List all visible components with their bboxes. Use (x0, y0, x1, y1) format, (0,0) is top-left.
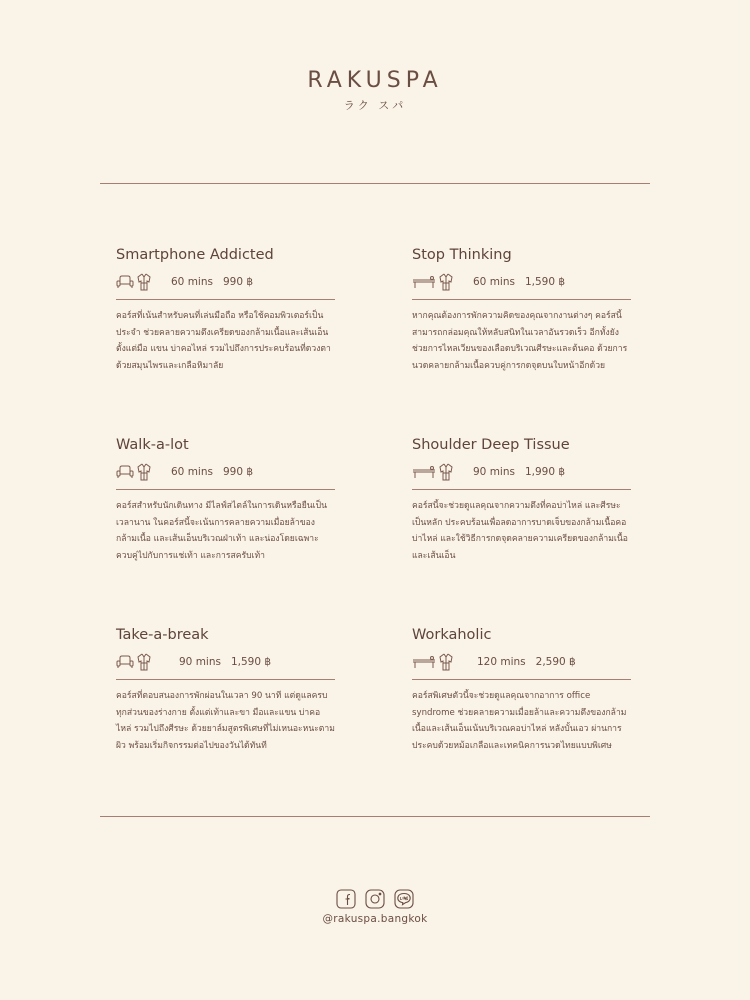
course-card (412, 436, 631, 564)
robe-icon (439, 273, 453, 291)
brand-header (0, 68, 750, 113)
course-duration: 90 mins (473, 466, 515, 478)
course-title: Workaholic (412, 627, 492, 643)
course-meta (116, 652, 335, 680)
course-icons (412, 273, 453, 291)
course-icons (116, 653, 151, 671)
social-handle: @rakuspa.bangkok (322, 913, 428, 925)
course-card (116, 626, 335, 754)
brand-subtitle: ラク スパ (343, 99, 407, 112)
course-title: Stop Thinking (412, 247, 512, 263)
course-icons (116, 273, 151, 291)
armchair-icon (116, 464, 134, 480)
course-description: คอร์สนี้จะช่วยดูแลคุณจากความตึงที่คอบ่าไหล่ และศีรษะเป็นหลัก ประคบร้อนเพื่อลดอาการบาดเจ็บของกล้ามเนื้อคอบ่าไหล่ และใช้วิธีการกดจุดคลายความเครียดของกล้ามเนื้อและเส้นเอ็น (412, 501, 628, 561)
course-duration: 60 mins (473, 276, 515, 288)
course-title: Take-a-break (116, 627, 209, 643)
instagram-icon[interactable] (365, 889, 385, 909)
course-duration: 60 mins (171, 276, 213, 288)
course-icons (412, 653, 453, 671)
robe-icon (439, 463, 453, 481)
course-price: 1,590 ฿ (230, 656, 272, 668)
course-price: 990 ฿ (222, 466, 254, 478)
robe-icon (137, 463, 151, 481)
course-meta (116, 462, 335, 490)
course-icons (412, 463, 453, 481)
brand-name: RAKUSPA (307, 68, 443, 93)
course-duration: 90 mins (179, 656, 221, 668)
course-title: Walk-a-lot (116, 437, 189, 453)
bottom-divider (100, 816, 650, 817)
course-price: 2,590 ฿ (535, 656, 576, 668)
course-duration: 120 mins (477, 656, 526, 668)
course-description: คอร์สสำหรับนักเดินทาง มีไลฟ์สไตล์ในการเดินหรือยืนเป็นเวลานาน ในคอร์สนี้จะเน้นการคลายความเมื่อยล้าของกล้ามเนื้อ และเส้นเอ็นบริเวณฝ่าเท้า และน่องโดยเฉพาะ ควบคู่ไปกับการแช่เท้า และการสครับเท้า (116, 501, 327, 561)
course-duration: 60 mins (171, 466, 213, 478)
armchair-icon (116, 654, 134, 670)
course-card (116, 246, 335, 374)
facebook-icon[interactable] (336, 889, 356, 909)
robe-icon (137, 653, 151, 671)
top-divider (100, 183, 650, 184)
course-icons (116, 463, 151, 481)
line-icon[interactable] (394, 889, 414, 909)
footer (0, 889, 750, 925)
robe-icon (439, 653, 453, 671)
course-title: Smartphone Addicted (116, 247, 274, 263)
course-price: 1,990 ฿ (524, 466, 566, 478)
robe-icon (137, 273, 151, 291)
armchair-icon (116, 274, 134, 290)
course-meta (412, 652, 631, 680)
course-description: หากคุณต้องการพักความคิดของคุณจากงานต่างๆ คอร์สนี้สามารถกล่อมคุณให้หลับสนิทในเวลาอันรวดเร็ว อีกทั้งยังช่วยการไหลเวียนของเลือดบริเวณศีรษะและต้นคอ ด้วยการนวดคลายกล้ามเนื้อควบคู่การกดจุดบนใบหน้าอีกด้วย (412, 311, 628, 371)
course-price: 1,590 ฿ (524, 276, 566, 288)
course-description: คอร์สที่เน้นสำหรับคนที่เล่นมือถือ หรือใช้คอมพิวเตอร์เป็นประจำ ช่วยคลายความตึงเครียดของกล้ามเนื้อและเส้นเอ็นตั้งแต่มือ แขน บ่าคอไหล่ รวมไปถึงการประคบร้อนที่ดวงตาด้วยสมุนไพรและเกลือหิมาลัย (116, 311, 331, 371)
massage-bed-icon (412, 465, 436, 479)
course-meta (412, 462, 631, 490)
massage-bed-icon (412, 655, 436, 669)
course-card (412, 626, 631, 754)
course-meta (412, 272, 631, 300)
social-links (0, 889, 750, 909)
course-description: คอร์สที่ตอบสนองการพักผ่อนในเวลา 90 นาที แต่ดูแลครบทุกส่วนของร่างกาย ตั้งแต่เท้าและขา มือและแขน บ่าคอไหล่ รวมไปถึงศีรษะ ด้วยยาล์มสูตรพิเศษที่ไม่เหนอะหนะตามผิว พร้อมเริ่มกิจกรรมต่อไปของวันได้ทันที (116, 691, 335, 751)
course-description: คอร์สพิเศษตัวนี้จะช่วยดูแลคุณจากอาการ office syndrome ช่วยคลายความเมื่อยล้าและความตึงของกล้ามเนื้อและเส้นเอ็นเน้นบริเวณคอบ่าไหล่ หลังบั้นเอว ผ่านการประคบด้วยหม้อเกลือและเทคนิคการนวดไทยแบบพิเศษ (412, 691, 627, 751)
course-price: 990 ฿ (222, 276, 254, 288)
course-card (116, 436, 335, 564)
massage-bed-icon (412, 275, 436, 289)
course-title: Shoulder Deep Tissue (412, 437, 570, 453)
course-card (412, 246, 631, 374)
course-meta (116, 272, 335, 300)
